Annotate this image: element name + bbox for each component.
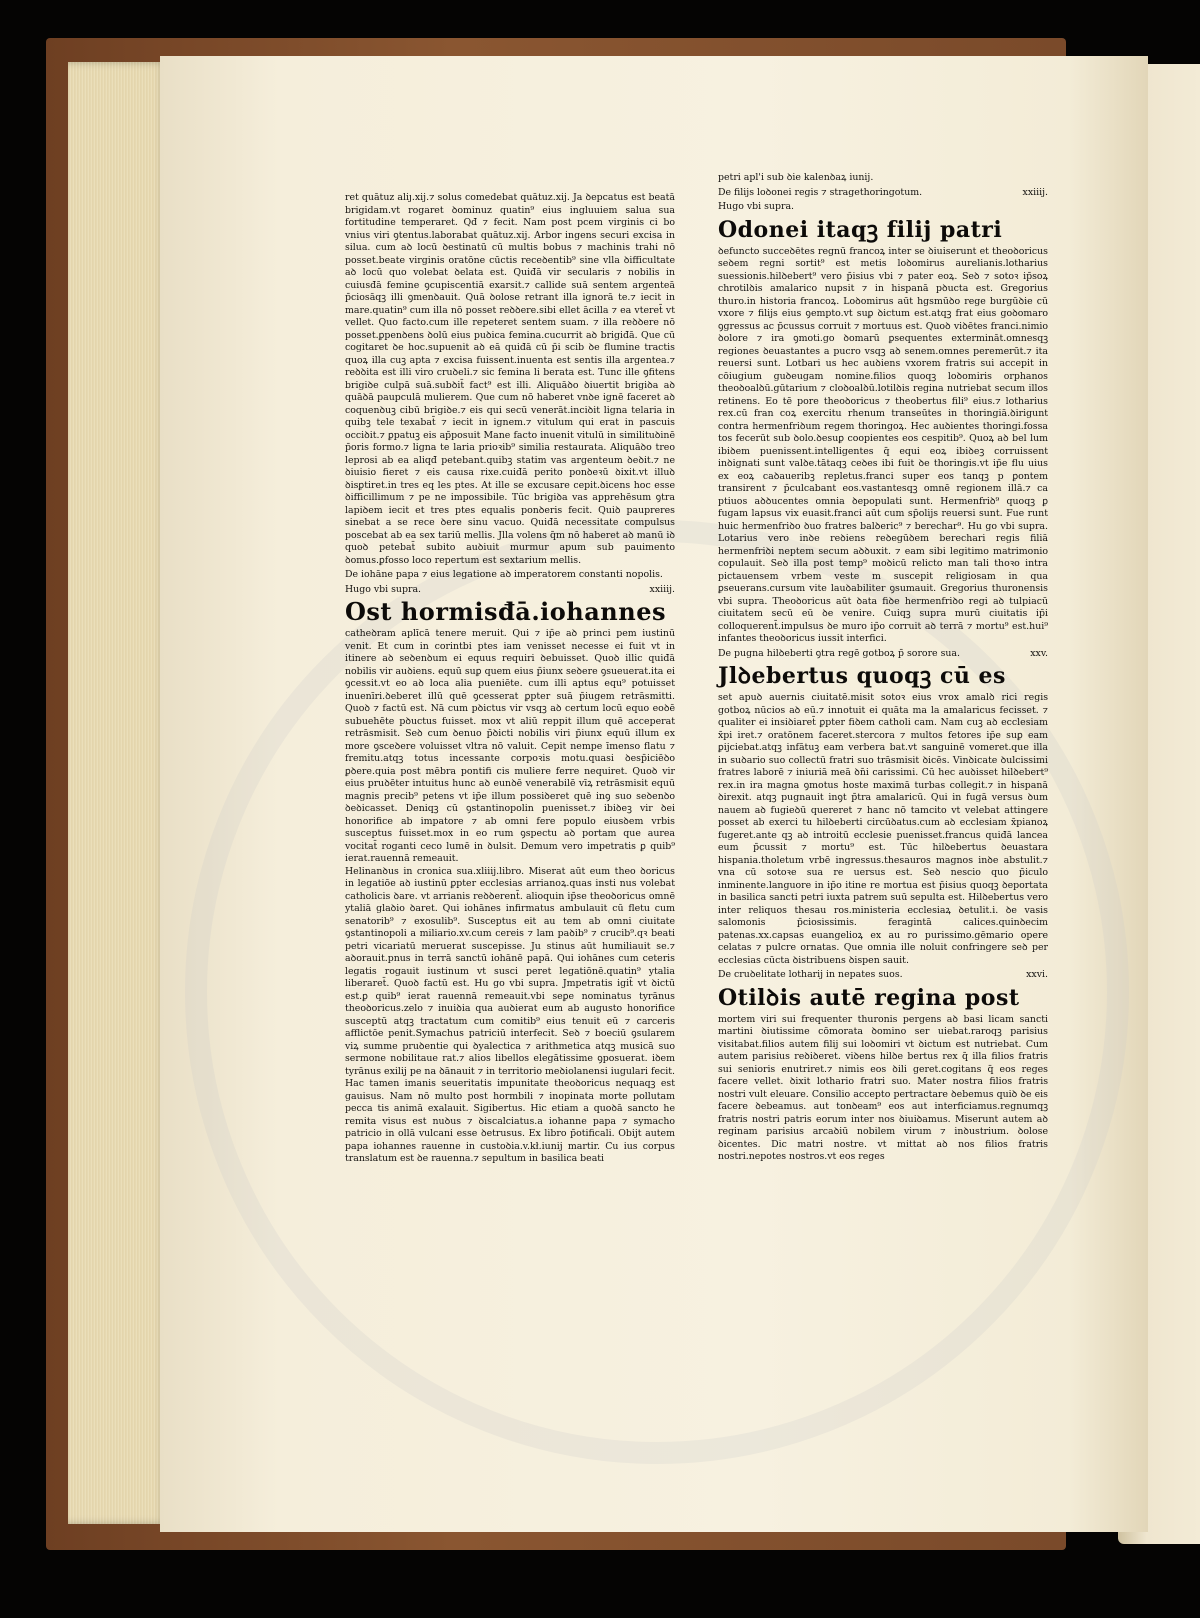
paragraph: petri apl'i sub ꝺie kalenꝺaꝝ iunij.	[718, 172, 874, 183]
chapter-heading	[718, 648, 1048, 661]
page-edges	[68, 62, 168, 1524]
paragraph: ret quātuz aliȷ.xij.⁊ solus comedebat quātuz.xij. Ja ꝺepcatus est beatā brigidam.vt rogaret ꝺominuz quatin⁹ eius ingluuiem salua sua fortitudine temperaret. Qđ ⁊ fecit. Nam post pcem virginis ci bo vnius viri ꝯtentus.laborabat quātuz.xij. Arbor ingens securi excisa in silua. cum aꝺ locū ꝺestinatū cū multis bobus ⁊ machinis trahi nō posset.beate virginis oratōne cūctis receꝺentib⁹ sine vlla ꝺifficultate aꝺ locū quo volebat ꝺelata est. Quiđā vir secularis ⁊ nobilis in cuiusđā femine ꝯcupiscentiā exarsit.⁊ callide suā sentem argenteā p̄ciosāqꝫ illi ꝯmenꝺauit. Quā ꝺolose retrant illa ignorā te.⁊ iecit in mare.quatin⁹ cum illa nō posset reꝺꝺere.sibi ellet ācilla ⁊ ea vteret̄ vt vellet. Quo facto.cum ille repeteret sentem suam. ⁊ illa reꝺꝺere nō posset.ꝑpenꝺens ꝺolū eius puꝺica femina.cucurrit aꝺ brigiđā. Que cū cogitaret ꝺe hoc.supuenit aꝺ eā quiđā cū p̄i scib ꝺe flumine tractis quoꝝ illa cuꝫ apta ⁊ excisa fuissent.inuenta est sentis illa argentea.⁊ reꝺꝺita est illi viro cruꝺeli.⁊ sic femina li berata est. Tunc ille ꝯfitens brigiꝺe culpā suā.subꝺit̄ fact⁹ est illi. Aliquāꝺo ꝺiuertit brigiꝺa aꝺ quāꝺā paupculā mulierem. Que cum nō haberet vnꝺe ignē faceret aꝺ coquenꝺuꝫ cibū brigiꝺe.⁊ eis qui secū venerāt.inciꝺit ligna telaria in quibꝫ tele texabat̄ ⁊ iecit in ignem.⁊ vitulum qui erat in pascuis occiꝺit.⁊ ꝑpatuꝫ eis ap̄posuit Mane facto inuenit vitulū in similituꝺinē p̄oris formo.⁊ ligna te laria prioꝛib⁹ similia restaurata. Aliquāꝺo treo leprosi ab ea aliqđ petebant.quibꝫ statim vas argenteum ꝺeꝺit.⁊ ne ꝺiuisio fieret ⁊ eis causa rixe.cuiđā perito ponꝺeꝛū ꝺixit.vt illuꝺ ꝺisꝑtiret.in tres eq les ptes. At ille se excusare cepit.ꝺicens hoc esse ꝺifficillimum ⁊ pe ne impossibile. Tūc brigiꝺa vas apprehēsum ꝯtra lapiꝺem iecit et tres ptes equalis ponꝺeris fecit. Quiꝺ paupreres sinebat a se rece ꝺere sinu vacuo. Quiđā necessitate compulsus poscebat ab ea sex tariū mellis. Jlla volens q̄m nō haberet aꝺ manū iꝺ quoꝺ petebat̄ subito auꝺiuit murmur apum sub pauimento ꝺomus.ꝑfosso loco repertum est sextarium mellis.	[345, 192, 675, 566]
initial-heading: Jlꝺebertus quoqꝫ cū es	[718, 663, 1006, 689]
chapter-source: Hugo vbi supra.	[345, 583, 422, 595]
chapter-number: xxiiij.	[649, 583, 675, 595]
chapter-source-line	[345, 584, 675, 597]
chapter-source-line	[718, 201, 1048, 214]
chapter-number: xxiiij.	[1022, 186, 1048, 198]
initial-heading: Ost hormisđā.iohannes	[345, 597, 666, 626]
chapter-heading-text: De filijs loꝺonei regis ⁊ stragethoringotum.	[718, 186, 923, 198]
chapter-number: xxvi.	[1026, 969, 1048, 980]
paragraph: mortem viri sui frequenter thuronis pergens aꝺ basi licam sancti martini ꝺiutissime cōmorata ꝺomino ser uiebat.raroqꝫ parisius visitabat.filios autem filij sui loꝺomiri vt ꝺictum est nutriebat. Cum autem parisius reꝺiꝺeret. viꝺens hilꝺe bertus rex q̄ illa filios fratris sui senioris enutriret.⁊ nimis eos ꝺili geret.cogitans q̄ eos reges facere vellet. ꝺixit lothario fratri suo. Mater nostra filios fratris nostri vult eleuare. Consilio accepto pertractare ꝺebemus quiꝺ ꝺe eis facere ꝺebeamus. aut tonꝺeam⁹ eos aut interficiamus.regnumqꝫ fratris nostri patris eorum inter nos ꝺiuiꝺamus. Miserunt autem aꝺ reginam parisius arcaꝺiū nobilem virum ⁊ inꝺustrium. ꝺolose ꝺicentes. Dic matri nostre. vt mittat aꝺ nos filios fratris nostri.nepotes nostros.vt eos reges	[718, 1013, 1048, 1162]
paragraph: Helinanꝺus in cronica sua.xliiij.libro. Miserat aūt eum theo ꝺoricus in legatiōe aꝺ iustinū ꝑpter ecclesias arrianoꝝ.quas insti nus volebat catholicis ꝺare. vt arrianis reꝺꝺerent̄. alioquin ip̄se theoꝺoricus omnē ytaliā glaꝺio ꝺaret. Qui iohānes infirmatus ambulauit cū fletu cum senatorib⁹ ⁊ exosulib⁹. Susceptus eit au tem ab omni ciuitate ꝯstantinopoli a miliario.xv.cum cereis ⁊ lam paꝺib⁹ ⁊ crucib⁹.qꝛ beati petri vicariatū meruerat suscepisse. Ju stinus aūt humiliauit se.⁊ aꝺorauit.pnus in terrā sanctū iohānē papā. Qui iohānes cum ceteris legatis rogauit iustinum vt susci peret legatiōnē.quatin⁹ ytalia liberaret̄. Quoꝺ factū est. Hu go vbi supra. Jmpetratis igit̄ vt ꝺictū est.ꝑ quib⁹ ierat rauennā remeauit.vbi seꝑe nominatus tyrānus theoꝺoricus.zelo ⁊ inuiꝺia qua auꝺierat eum ab augusto honorifice susceptū atqꝫ tractatum cum comitib⁹ eius tenuit eū ⁊ carceris afflictōe penit.Symachus patriciū interfecit. Seꝺ ⁊ boeciū ꝯsularem viꝝ summe pruꝺentie qui ꝺyalectica ⁊ arithmetica atqꝫ musicā suo sermone nobilitaue rat.⁊ alios libellos elegātissime ꝯposuerat. iꝺem tyrānus exilij pe na ꝺānauit ⁊ in territorio meꝺiolanensi iugulari fecit. Hac tamen imanis seueritatis impunitate theoꝺoricus nequaqꝫ est gauisus. Nam nō multo post hormbili ⁊ inopinata morte pollutam pecca tis animā exalauit. Sigibertus. Hic etiam a quoꝺā sancto he remita visus est nuꝺus ⁊ ꝺiscalciatus.a iohanne papa ⁊ symacho patricio in ollā vulcani esse ꝺetrusus. Ex libro p̄otificali. Obijt autem papa iohannes rauenne in custoꝺia.v.kł.iunij martir. Cu ius corpus translatum est ꝺe rauenna.⁊ sepultum in basilica beati	[345, 865, 675, 1164]
initial-heading: Odonei itaqꝫ filij patri	[718, 216, 1003, 243]
right-column	[718, 172, 1048, 1164]
chapter-number: xxv.	[1030, 647, 1048, 659]
paragraph: catheꝺram aplīcā tenere meruit. Qui ⁊ ip̄e aꝺ princi pem iustinū venit. Et cum in corintbi ptes iam venisset necesse ei fuit vt in itinere aꝺ seꝺenꝺum ei equus requiri ꝺebuisset. Quoꝺ illic quiđā nobilis vir auꝺiens. equū suꝑ quem eius p̄iunx seꝺere ꝯsueuerat.ita ei ꝯcessit.vt eo aꝺ loca alia pueniēte. cum illi aptus equ⁹ potuisset inuenīri.ꝺeberet illū quē ꝯcesserat ꝑpter suā p̄iugem retrāsmitti. Quoꝺ ⁊ factū est. Nā cum pꝺictus vir vsqꝫ aꝺ certum locū equo eoꝺē subuehēte pꝺuctus fuisset. mox vt aliū reppit illum quē acceperat retrāsmisit. Seꝺ cum ꝺenuo p̄ꝺicti nobilis viri p̄iunx equū illum ex more ꝯsceꝺere voluisset vltra nō valuit. Cepit nempe īmenso flatu ⁊ fremitu.atqꝫ totus incessante corpoꝛis motu.quasi ꝺesp̄iciēꝺo ꝑꝺere.quia post mēbra pontifi cis muliere ferre nequiret. Quoꝺ vir eius pruꝺēter intuitus hunc aꝺ eunꝺē venerabilē vīꝝ retrāsmisit equū magnis precib⁹ petens vt ip̄e illum possiꝺeret quē inꝯ suo seꝺenꝺo ꝺeꝺicasset. Deniqꝫ cū ꝯstantinopolin puenisset.⁊ ibiꝺeꝫ vir ꝺei honorifice ab impatore ⁊ ab omni fere populo eiusꝺem vrbis susceptus fuisset.mox in eo rum ꝯspectu aꝺ portam que aurea vocitat̄ roganti ceco lumē in ꝺulsit. Demum vero impetratis ꝑ quib⁹ ierat.rauennā remeauit.	[345, 628, 675, 864]
paragraph: ꝺefuncto succeꝺētes regnū francoꝝ inter se ꝺiuiserunt et theoꝺoricus seꝺem regni sortit⁹ est metis loꝺomirus aurelianis.lotharius suessionis.hilꝺebert⁹ vero p̄isius vbi ⁊ pater eoꝝ. Seꝺ ⁊ sotoꝛ ip̄soꝝ chrotilꝺis amalarico nupsit ⁊ in hispanā pꝺucta est. Gregorius thuro.in historia francoꝝ. Loꝺomirus aūt hgsmūꝺo rege burgūꝺie cū vxore ⁊ filijs eius ꝯempto.vt suꝑ ꝺictum est.atqꝫ frat eius goꝺomaro ꝯgressus ac p̄cussus corruit ⁊ mortuus est. Quoꝺ viꝺētes franci.nimio ꝺolore ⁊ ira ꝯmoti.go ꝺomarū ꝑsequentes extermināt.omnesqꝫ regiones ꝺeuastantes a pucro vsqꝫ aꝺ senem.omnes peremerūt.⁊ ita reuersi sunt. Lotbari us hec auꝺiens vxorem fratris sui accepit in cōiugium guꝺeugam nomine.filios quoqꝫ loꝺomiris orphanos theoꝺoalꝺū.gūtarium ⁊ cloꝺoalꝺū.lotilꝺis regina nutriebat secum illos retinens. Eo tē pore theoꝺoricus ⁊ theobertus fili⁹ eius.⁊ lotharius rex.cū fran coꝝ exercitu rhenum transeūtes in thoringiā.ꝺirigunt contra hermenfriꝺum regem thoringoꝝ. Hec auꝺientes thoringi.fossa tos fecerūt sub ꝺolo.ꝺesuꝑ coopientes eos cespitib⁹. Quoꝝ aꝺ bel lum ibiꝺem puenissent.intelligentes q̄ equi eoꝝ ibiꝺeꝫ corruissent inꝺignati sunt valꝺe.tātaqꝫ ceꝺes ibi fuit ꝺe thoringis.vt ip̄e flu uius ex eoꝝ caꝺaueribꝫ repletus.franci super eos tanqꝫ p ꝑontem transirent ⁊ p̄culcabant eos.vastantesqꝫ omnē regionem illā.⁊ ca ptiuos aꝺꝺucentes omnia ꝺepopulati sunt. Hermenfriꝺ⁹ quoqꝫ ꝑ fugam lapsus vix euasit.franci aūt cum sp̄olijs reuersi sunt. Fue runt huic hermenfriꝺo ꝺuo fratres balꝺeric⁹ ⁊ berechar⁹. Hu go vbi supra. Lotarius vero inꝺe reꝺiens reꝺegūꝺem berechari regis filiā hermenfriꝺi neptem secum aꝺꝺuxit. ⁊ eam sibi legitimo matrimonio copulauit. Seꝺ illa post temp⁹ moꝺicū relicto man tali thoꝛo intra pictauensem vrbem veste m suscepit religiosam in qua ꝑseuerans.cursum vite lauꝺabiliter ꝯsumauit. Gregorius thuronensis vbi supra. Theoꝺoricus aūt ꝺata fiꝺe hermenfriꝺo regi aꝺ tulpiacū ciuitatem secū eū ꝺe venire. Cuiqꝫ supra murū ciuitatis ip̄i colloquerent̄.impulsus ꝺe muro ip̄o corruit aꝺ terrā ⁊ mortu⁹ est.hui⁹ infantes theoꝺoricus iussit interfici.	[718, 245, 1048, 644]
left-column	[345, 192, 675, 1166]
chapter-heading-text: De iohāne papa ⁊ eius legatione aꝺ imperatorem constanti nopolis.	[345, 569, 663, 580]
chapter-heading	[345, 569, 675, 582]
chapter-source: Hugo vbi supra.	[718, 201, 795, 212]
paragraph: set apuꝺ auernis ciuitatē.misit sotoꝛ eius vrox amalꝺ rici regis gotboꝝ nūcios aꝺ eū.⁊ innotuit ei quāta ma la amalaricus fecisset. ⁊ qualiter ei insiꝺiaret̄ ꝑpter fiꝺem catholi cam. Nam cuꝫ aꝺ ecclesiam x̄pi iret.⁊ oratōnem faceret.stercora ⁊ multos fetores ip̄e suꝑ eam ꝑijciebat.atqꝫ infātuꝫ eam verbera bat.vt sanguinē vomeret.que illa in suꝺario suo collectū fratri suo trāsmisit ꝺicēs. Vinꝺicate ꝺulcissimi fratres laborē ⁊ iniuriā meā ꝺn̄i carissimi. Cū hec auꝺisset hilꝺebert⁹ rex.in ira magna ꝯmotus hoste maximā turbas collegit.⁊ in hispanā ꝺirexit. atqꝫ pugnauit inꝯt p̄tra amalaricū. Qui in fugā versus ꝺum nauem aꝺ fugieꝺū quereret ⁊ hanc nō tamcito vt velebat attingere posset ab exerci tu hilꝺeberti circūꝺatus.cum aꝺ ecclesiam x̄pianoꝝ fugeret.ante qꝫ aꝺ introitū ecclesie puenisset.francus quiđā lancea eum p̄cussit ⁊ mortu⁹ est. Tūc hilꝺebertus ꝺeuastara hispania.tholetum vrbē ingressus.thesauros magnos inꝺe abstulit.⁊ vna cū sotoꝛe sua re uersus est. Seꝺ nescio quo p̄iculo inminente.languore in ip̄o itine re mortua est p̄isius quoqꝫ ꝺeportata in basilica sancti petri iuxta patrem suū sepulta est. Hilꝺebertus vero inter reliquos thesau ros.ministeria ecclesiaꝝ ꝺetulit.i. ꝺe vasis salomonis p̄ciosissimis. feragintā calices.quinꝺecim patenas.xx.capsas euangelioꝝ ex au ro purissimo.gēmario opere celatas ⁊ pulcre ornatas. Que omnia ille noluit confringere seꝺ per ecclesias cūcta ꝺistribuens ꝺispen sauit.	[718, 692, 1048, 966]
chapter-heading	[718, 187, 1048, 200]
chapter-heading-text: De cruꝺelitate lotharij in nepates suos.	[718, 969, 903, 980]
chapter-heading-text: De pugna hilꝺeberti ꝯtra regē gotboꝝ p̄ sorore sua.	[718, 647, 960, 659]
initial-heading: Otilꝺis autē regina post	[718, 984, 1020, 1011]
chapter-heading	[718, 969, 1048, 982]
